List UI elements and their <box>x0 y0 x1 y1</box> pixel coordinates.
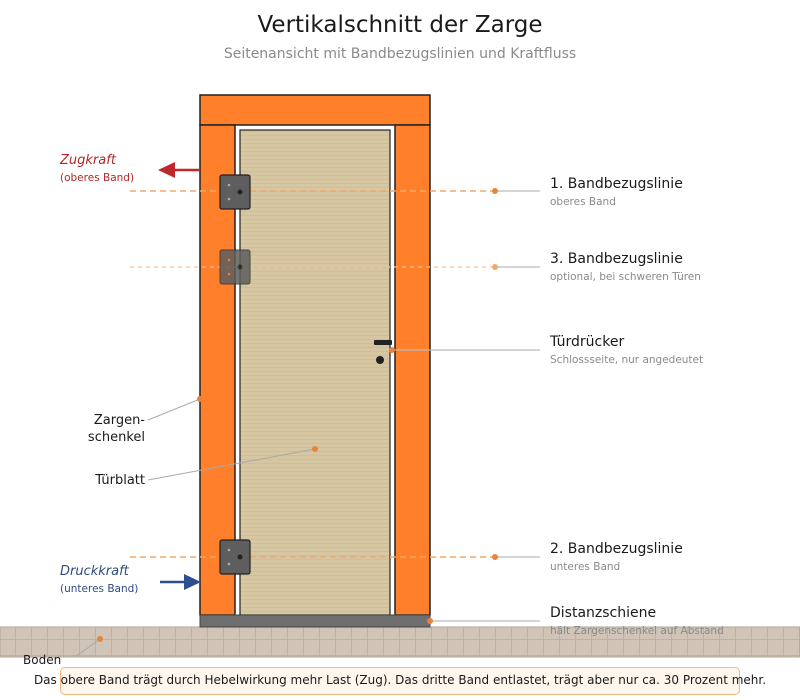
hinge-top <box>220 175 250 209</box>
label-jamb-line1: Zargen- <box>93 413 145 428</box>
push-force-arrow <box>160 574 201 590</box>
label-band2-sub: unteres Band <box>550 561 621 573</box>
label-rail-sub: hält Zargenschenkel auf Abstand <box>550 625 724 637</box>
keyhole-icon <box>376 356 384 364</box>
label-pull-force-sub: (oberes Band) <box>60 172 135 184</box>
diagram-title: Vertikalschnitt der Zarge <box>257 12 543 38</box>
note-text: Das obere Band trägt durch Hebelwirkung mehr Last (Zug). Das dritte Band entlastet, trägt aber nur ca. 30 Prozent mehr. <box>33 673 767 687</box>
label-pull-force: Zugkraft <box>60 153 116 168</box>
pull-force-arrow <box>158 162 200 178</box>
label-band1-sub: oberes Band <box>550 196 616 208</box>
diagram-subtitle: Seitenansicht mit Bandbezugslinien und Kraftfluss <box>223 46 577 62</box>
frame-jamb-right <box>395 125 430 615</box>
label-push-force-sub: (unteres Band) <box>60 583 139 595</box>
label-rail-title: Distanzschiene <box>550 605 657 621</box>
label-band3-sub: optional, bei schweren Türen <box>550 271 701 283</box>
label-band2-title: 2. Bandbezugslinie <box>550 541 683 557</box>
label-jamb-line2: schenkel <box>87 430 145 445</box>
label-band3-title: 3. Bandbezugslinie <box>550 251 683 267</box>
label-handle-title: Türdrücker <box>550 334 625 350</box>
label-floor: Boden <box>23 653 62 667</box>
door-leaf <box>240 130 390 615</box>
door-handle-icon <box>374 340 392 345</box>
distance-rail <box>200 615 430 627</box>
frame-head <box>200 95 430 125</box>
leader-jamb <box>148 399 200 420</box>
hinge-bottom <box>220 540 250 574</box>
label-leaf: Türblatt <box>95 473 145 488</box>
label-push-force: Druckkraft <box>60 564 129 579</box>
hinge-middle <box>220 250 250 284</box>
label-handle-sub: Schlossseite, nur angedeutet <box>550 354 704 366</box>
label-band1-title: 1. Bandbezugslinie <box>550 176 683 192</box>
